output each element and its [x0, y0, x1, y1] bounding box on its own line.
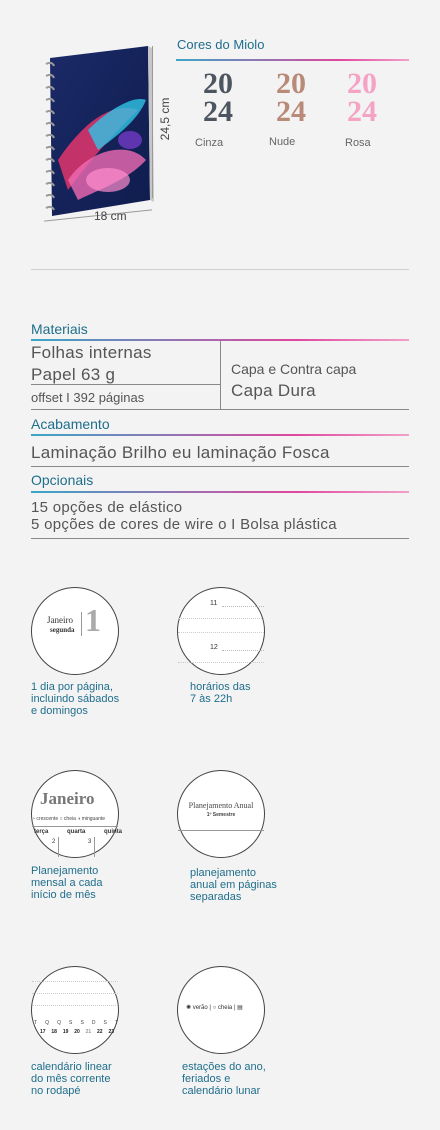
- acabamento-text: Laminação Brilho eu laminação Fosca: [31, 443, 330, 462]
- legend-minguante: minguante: [81, 816, 106, 822]
- seasons-row: [186, 1004, 243, 1011]
- divider: |: [209, 1005, 213, 1011]
- materiais-right-2: Capa Dura: [231, 381, 316, 400]
- materiais-bottom-rule: [31, 409, 409, 410]
- acabamento-bottom-rule: [31, 466, 409, 467]
- materiais-line-1: Folhas internas: [31, 343, 152, 362]
- swatch-cinza: [196, 67, 240, 140]
- monthly-legend: [32, 816, 132, 822]
- monthly-num-2: 2: [52, 839, 56, 845]
- weekday-letter: Q: [57, 1020, 61, 1026]
- materiais-line-3: offset I 392 páginas: [31, 390, 145, 405]
- feature-seasons-caption-3: calendário lunar: [182, 1085, 261, 1097]
- feature-daily-caption-1: 1 dia por página,: [31, 681, 113, 693]
- hour-rule: [178, 618, 264, 619]
- hour-rule: [222, 650, 264, 651]
- year-glyph-top: 20: [347, 67, 377, 100]
- hour-rule: [178, 632, 264, 633]
- feature-annual-circle: [177, 770, 265, 858]
- day-number: 20: [74, 1029, 80, 1035]
- hour-label-a: 11: [210, 600, 218, 607]
- moon-label: cheia: [217, 1005, 233, 1011]
- opcionais-underline: [31, 491, 409, 493]
- moon-full-icon: ○: [212, 1005, 218, 1011]
- notebook-illustration: [38, 40, 156, 220]
- hour-rule: [178, 662, 264, 663]
- monthly-day-quarta: quarta: [67, 829, 86, 835]
- swatch-label-rosa: Rosa: [345, 137, 371, 149]
- feature-linear-calendar-circle: [31, 966, 119, 1054]
- swatch-label-nude: Nude: [269, 136, 296, 148]
- feature-daily-page-circle: [31, 587, 119, 675]
- opcionais-bottom-rule: [31, 538, 409, 539]
- opcionais-title: Opcionais: [31, 472, 94, 488]
- weekday-letter: D: [91, 1020, 96, 1026]
- day-number: 21: [85, 1029, 92, 1035]
- feature-hours-caption-2: 7 às 22h: [190, 693, 233, 705]
- annual-rule: [178, 830, 264, 831]
- linear-rule: [32, 1005, 118, 1006]
- materiais-column-rule: [220, 341, 221, 410]
- daily-weekday: segunda: [50, 626, 75, 634]
- weekday-letter: S: [69, 1020, 73, 1026]
- linear-rule: [32, 981, 118, 982]
- feature-seasons-caption-1: estações do ano,: [182, 1061, 266, 1073]
- year-glyph-bottom: 24: [347, 95, 377, 128]
- height-dimension-line: [152, 46, 153, 198]
- linear-rule: [32, 993, 118, 994]
- moon-crescent-icon: ◔: [32, 816, 37, 822]
- cores-miolo-title: Cores do Miolo: [177, 37, 265, 52]
- feature-daily-caption-3: e domingos: [31, 705, 88, 717]
- year-glyph-bottom: 24: [203, 95, 233, 128]
- daily-separator: [81, 612, 82, 636]
- weekday-letter: S: [103, 1020, 107, 1026]
- weekday-letter: T: [34, 1020, 38, 1026]
- monthly-num-3: 3: [88, 839, 92, 845]
- feature-linear-caption-3: no rodapé: [31, 1085, 81, 1097]
- day-number: 17: [40, 1029, 46, 1035]
- year-glyph-top: 20: [203, 67, 233, 100]
- moon-waning-icon: ◑: [77, 816, 82, 822]
- day-number: 23: [108, 1029, 114, 1035]
- weekday-letter: T: [114, 1020, 118, 1026]
- feature-hours-circle: [177, 587, 265, 675]
- calendar-icon: ▤: [237, 1005, 243, 1011]
- daily-month: Janeiro: [47, 615, 73, 625]
- season-label: verão: [192, 1005, 208, 1011]
- monthly-grid-line: [94, 837, 95, 857]
- feature-linear-caption-2: do mês corrente: [31, 1073, 111, 1085]
- monthly-day-terca: terça: [34, 829, 49, 835]
- swatch-rosa: [340, 67, 384, 140]
- materiais-title: Materiais: [31, 321, 88, 337]
- feature-linear-caption-1: calendário linear: [31, 1061, 112, 1073]
- year-glyph-bottom: 24: [276, 95, 306, 128]
- feature-hours-caption-1: horários das: [190, 681, 251, 693]
- feature-daily-caption-2: incluindo sábados: [31, 693, 120, 705]
- swatch-label-cinza: Cinza: [195, 137, 224, 149]
- legend-crescente: crescente: [36, 816, 59, 822]
- hour-label-b: 12: [210, 644, 218, 651]
- annual-subtitle: 1º Semestre: [206, 812, 236, 818]
- feature-annual-caption-1: planejamento: [190, 867, 257, 879]
- sun-icon: ✺: [186, 1005, 193, 1011]
- acabamento-underline: [31, 434, 409, 436]
- day-number: 22: [97, 1029, 103, 1035]
- feature-annual-caption-2: anual em páginas: [190, 879, 277, 891]
- width-dimension-label: 18 cm: [94, 209, 127, 223]
- feature-annual-caption-3: separadas: [190, 891, 242, 903]
- cores-miolo-underline: [176, 59, 409, 61]
- day-number: 18: [51, 1029, 57, 1035]
- year-glyph-top: 20: [276, 67, 306, 100]
- monthly-day-quinta: quinta: [104, 829, 122, 835]
- weekday-letter: Q: [45, 1020, 50, 1026]
- notebook-cover: [38, 40, 156, 220]
- section-divider: [31, 269, 409, 270]
- linear-numbers: [40, 1029, 114, 1035]
- feature-monthly-caption-3: início de mês: [31, 889, 96, 901]
- annual-title: Planejamento Anual: [188, 801, 254, 810]
- daily-day-number: 1: [85, 602, 101, 638]
- feature-monthly-caption-2: mensal a cada: [31, 877, 103, 889]
- monthly-month: Janeiro: [40, 789, 95, 808]
- day-number: 19: [62, 1029, 69, 1035]
- monthly-grid-line: [58, 837, 59, 857]
- linear-letters: [34, 1020, 118, 1026]
- feature-monthly-circle: [31, 770, 122, 858]
- opcionais-line-2: 5 opções de cores de wire o I Bolsa plástica: [31, 516, 337, 533]
- feature-seasons-circle: [177, 966, 265, 1054]
- materiais-inner-rule: [31, 384, 221, 385]
- divider: |: [233, 1005, 238, 1011]
- swatch-nude: [269, 67, 313, 140]
- feature-seasons-caption-2: feriados e: [182, 1073, 231, 1085]
- monthly-rule: [32, 826, 118, 827]
- weekday-letter: S: [80, 1020, 84, 1026]
- moon-full-icon: ○: [59, 816, 64, 822]
- height-dimension-label: 24,5 cm: [158, 97, 172, 141]
- materiais-right-1: Capa e Contra capa: [231, 361, 357, 377]
- feature-monthly-caption-1: Planejamento: [31, 865, 99, 877]
- legend-cheia: cheia: [63, 816, 76, 822]
- materiais-line-2: Papel 63 g: [31, 365, 116, 384]
- opcionais-line-1: 15 opções de elástico: [31, 499, 183, 516]
- hour-rule: [222, 606, 264, 607]
- acabamento-title: Acabamento: [31, 416, 110, 432]
